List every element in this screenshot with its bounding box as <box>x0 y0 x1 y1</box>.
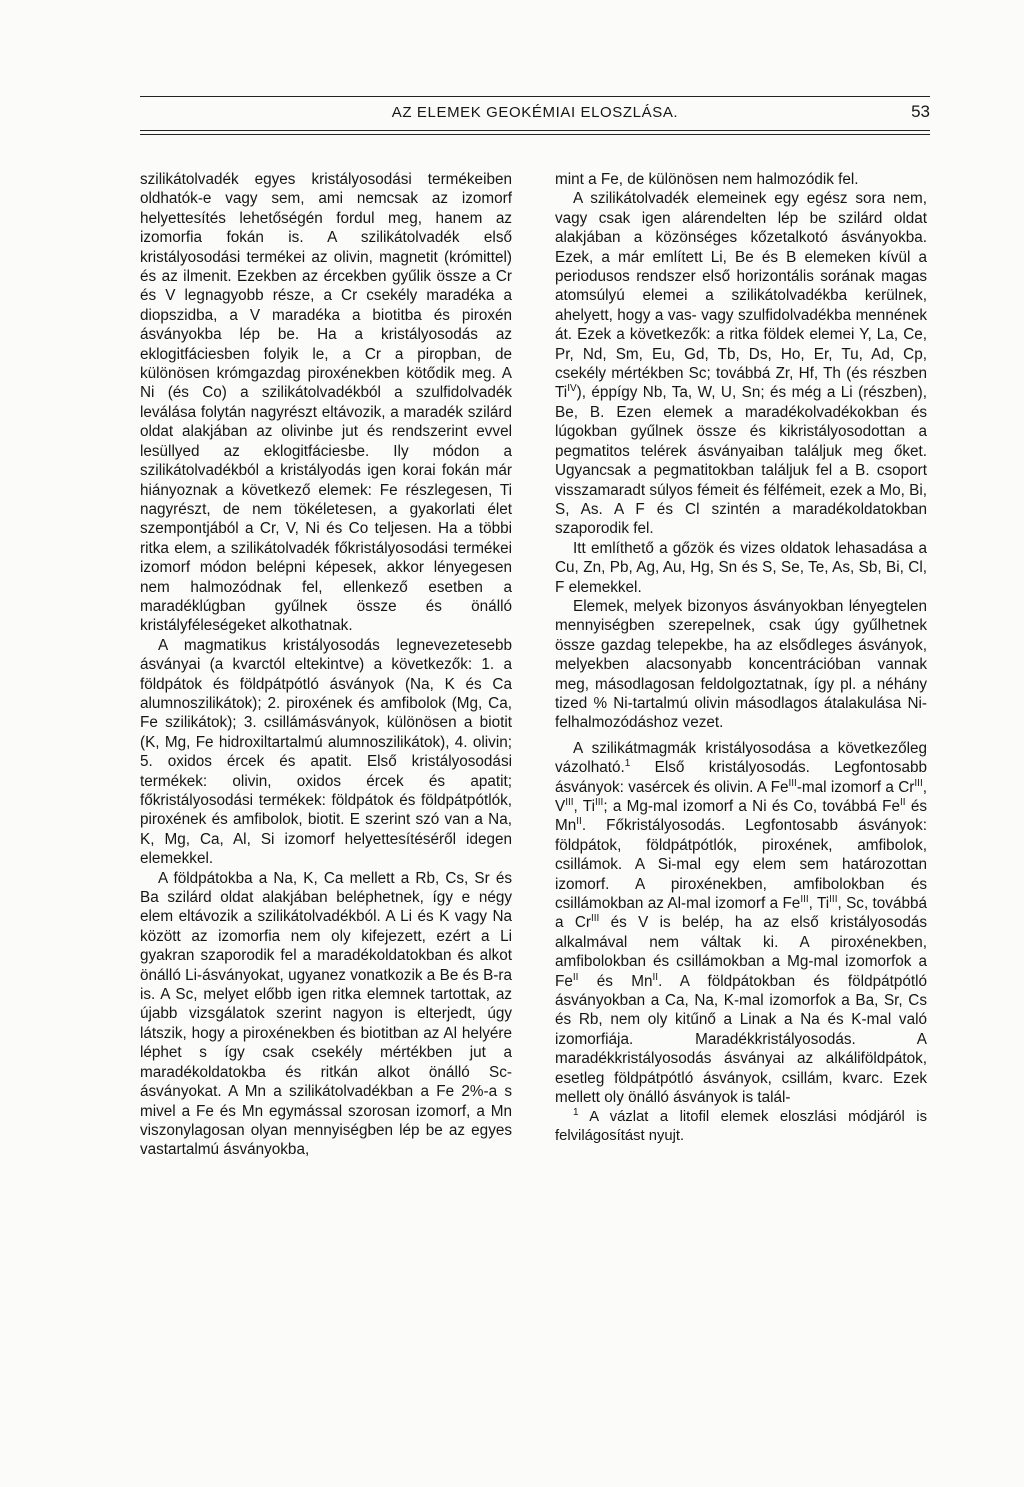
footnote-reference: 1 <box>624 758 631 770</box>
header-rule-bottom-double <box>140 134 930 135</box>
right-paragraph-2: A szilikátolvadék elemeinek egy egész sora nem, vagy csak igen alárendelten lép be szilárd oldat alakjában a közönséges kőzetalkotó ásványokba. Ezek, a már említett Li, Be és B elemeken kívül a periodusos rendszer első horizontális sorának magas atomsúlyú elemei a szilikátolvadékba kerülnek, ahelyett, hogy a vas- vagy szulfidolvadékba mennének át. Ezek a következők: a ritka földek elemei Y, La, Ce, Pr, Nd, Sm, Eu, Gd, Tb, Ds, Ho, Er, Tu, Ad, Cp, csekély mértékben Sc; továbbá Zr, Hf, Th (és részben $Ti^{IV}$), éppígy Nb, Ta, W, U, Sn; és még a Li (részben), Be, B. Ezen elemek a maradékolvadékokban és lúgokban gyűlnek össze és kikristályosodottan a pegmatitos telérek ásványaiban találjuk meg őket. Ugyancsak a pegmatitokban találjuk fel a B. csoport visszamaradt súlyos fémeit és félfémeit, ezek a Mo, Bi, S, As. A F és Cl szintén a maradékoldatokban szaporodik fel. <box>555 190 927 538</box>
header-rule-bottom <box>140 130 930 131</box>
left-paragraph-3: A földpátokba a Na, K, Ca mellett a Rb, Cs, Sr és Ba szilárd oldat alakjában beléphetnek, így e négy elem eltávozik a szilikátolvadékból. A Li és K vagy Na között az izomorfia nem oly kifejezett, ezért a Li gyakran szaporodik fel a maradékoldatokban és alkot önálló Li-ásványokat, ugyanez vonatkozik a Be és B-ra is. A Sc, melyet előbb igen ritka elemnek tartottak, az újabb vizsgálatok szerint nagyon is elterjedt, úgy látszik, hogy a piroxénekben és biotitban az Al helyére léphet s így csak csekély mértékben jut a maradékoldatokba és ritkán alkot önálló Sc-ásványokat. A Mn a szilikátolvadékban a Fe 2%-a s mivel a Fe és Mn egymással szorosan izomorf, a Mn viszonylagosan olyan mennyiségben lép be az egyes vastartalmú ásványokba, <box>140 869 512 1159</box>
right-paragraph-4: Elemek, melyek bizonyos ásványokban lényegtelen mennyiségben szerepelnek, csak úgy gyűlhetnek össze gazdag telepekbe, ha az elsődleges ásványok, melyekben alacsonyabb koncentrációban vannak meg, másodlagosan feldolgoztatnak, így pl. a néhány tized % Ni-tartalmú olivin másodlagos átalakulása Ni-felhalmozódáshoz vezet. <box>555 597 927 732</box>
footnote: $^1$ A vázlat a litofil elemek eloszlási módjáról is felvilágosítást nyujt. <box>555 1106 927 1144</box>
footnote-mark: 1 <box>573 1106 579 1118</box>
running-title: AZ ELEMEK GEOKÉMIAI ELOSZLÁSA. <box>391 104 679 121</box>
right-paragraph-3: Itt említhető a gőzök és vizes oldatok lehasadása a Cu, Zn, Pb, Ag, Au, Hg, Sn és S, Se, Te, As, Sb, Bi, Cl, F elemekkel. <box>555 539 927 596</box>
header-rule-top <box>140 96 930 97</box>
page-number: 53 <box>911 102 930 121</box>
right-paragraph-5: A szilikátmagmák kristályosodása a következőleg vázolható.$^1$ Első kristályosodás. Legfontosabb ásványok: vasércek és olivin. A $Fe^{III}$-mal izomorf a $Cr^{III}$, $V^{III}$, $Ti^{III}$; a Mg-mal izomorf a Ni és Co, továbbá $Fe^{II}$ és $Mn^{II}$. Főkristályosodás. Legfontosabb ásványok: földpátok, földpátpótlók, piroxének, amfibolok, csillámok. A Si-mal egy elem sem határozottan izomorf. A piroxénekben, amfibolokban és csillámokban az Al-mal izomorf a $Fe^{III}$, $Ti^{III}$, Sc, továbbá a $Cr^{III}$ és V is belép, ha az első kristályosodás alkalmával nem váltak ki. A piroxénekben, amfibolokban és csillámokban a Mg-mal izomorfok a $Fe^{II}$ és $Mn^{II}$. A földpátokban és földpátpótló ásványokban a Ca, Na, K-mal izomorfok a Ba, Sr, Cs és Rb, nem oly kitűnő a Linak a Na és K-mal való izomorfiája. Maradékkristályosodás. A maradékkristályosodás ásványai az alkáliföldpátok, esetleg földpátpótló ásványok, csillám, kvarc. Ezek mellett oly önálló ásványok is talál- <box>555 739 928 1107</box>
right-column <box>555 170 927 1146</box>
page-header <box>140 96 930 136</box>
right-paragraph-1: mint a Fe, de különösen nem halmozódik fel. <box>555 171 859 188</box>
left-column <box>140 170 512 1160</box>
left-paragraph-2: A magmatikus kristályosodás legnevezetesebb ásványai (a kvarctól eltekintve) a következők: 1. a földpátok és földpátpótló ásványok (Na, K és Ca alumnoszilikátok); 2. piroxének és amfibolok (Mg, Ca, Fe szilikátok); 3. csillámásványok, különösen a biotit (K, Mg, Fe hidroxiltartalmú alumnoszilikátok), 4. olivin; 5. oxidos ércek és apatit. Első kristályosodási termékek: olivin, oxidos ércek és apatit; főkristályosodási termékek: földpátok és földpátpótlók, piroxének és amfibolok, biotit. E szerint szó van a Na, K, Mg, Ca, Al, Si izomorf helyettesítéséről idegen elemekkel. <box>140 636 512 868</box>
left-paragraph-1: szilikátolvadék egyes kristályosodási termékeiben oldhatók-e vagy sem, ami nemcsak az izomorf helyettesítés lehetőségén fordul meg, hanem az izomorfia fokán is. A szilikátolvadék első kristályosodási termékei az olivin, magnetit (krómittel) és az ilmenit. Ezekben az ércekben gyűlik össze a Cr és V legnagyobb része, a Cr csekély maradéka a diopszidba, a V maradéka a biotitba és piroxén ásványokba lép be. Ha a kristályosodás az eklogitfáciesben folyik le, a Cr a piropban, de különösen krómgazdag piroxénekben kötődik meg. A Ni (és Co) a szilikátolvadékból a szulfidolvadék leválása folytán nagyrészt eltávozik, a maradék szilárd oldat alakjában az olivinbe jut és rendszerint evvel lesüllyed az eklogitfáciesbe. Ily módon a szilikátolvadékból a kristályodás igen korai fokán már hiányoznak a következő elemek: Fe részlegesen, Ti nagyrészt, de nem tökéletesen, a gyakorlati élet szempontjából a Cr, V, Ni és Co teljesen. Ha a többi ritka elem, a szilikátolvadék főkristályosodási termékei izomorf módon belépni képesek, akkor lényegesen nem halmozódnak fel, ellenkező esetben a maradéklúgban gyűlnek össze és önálló kristályféleségeket alkothatnak. <box>140 171 512 635</box>
